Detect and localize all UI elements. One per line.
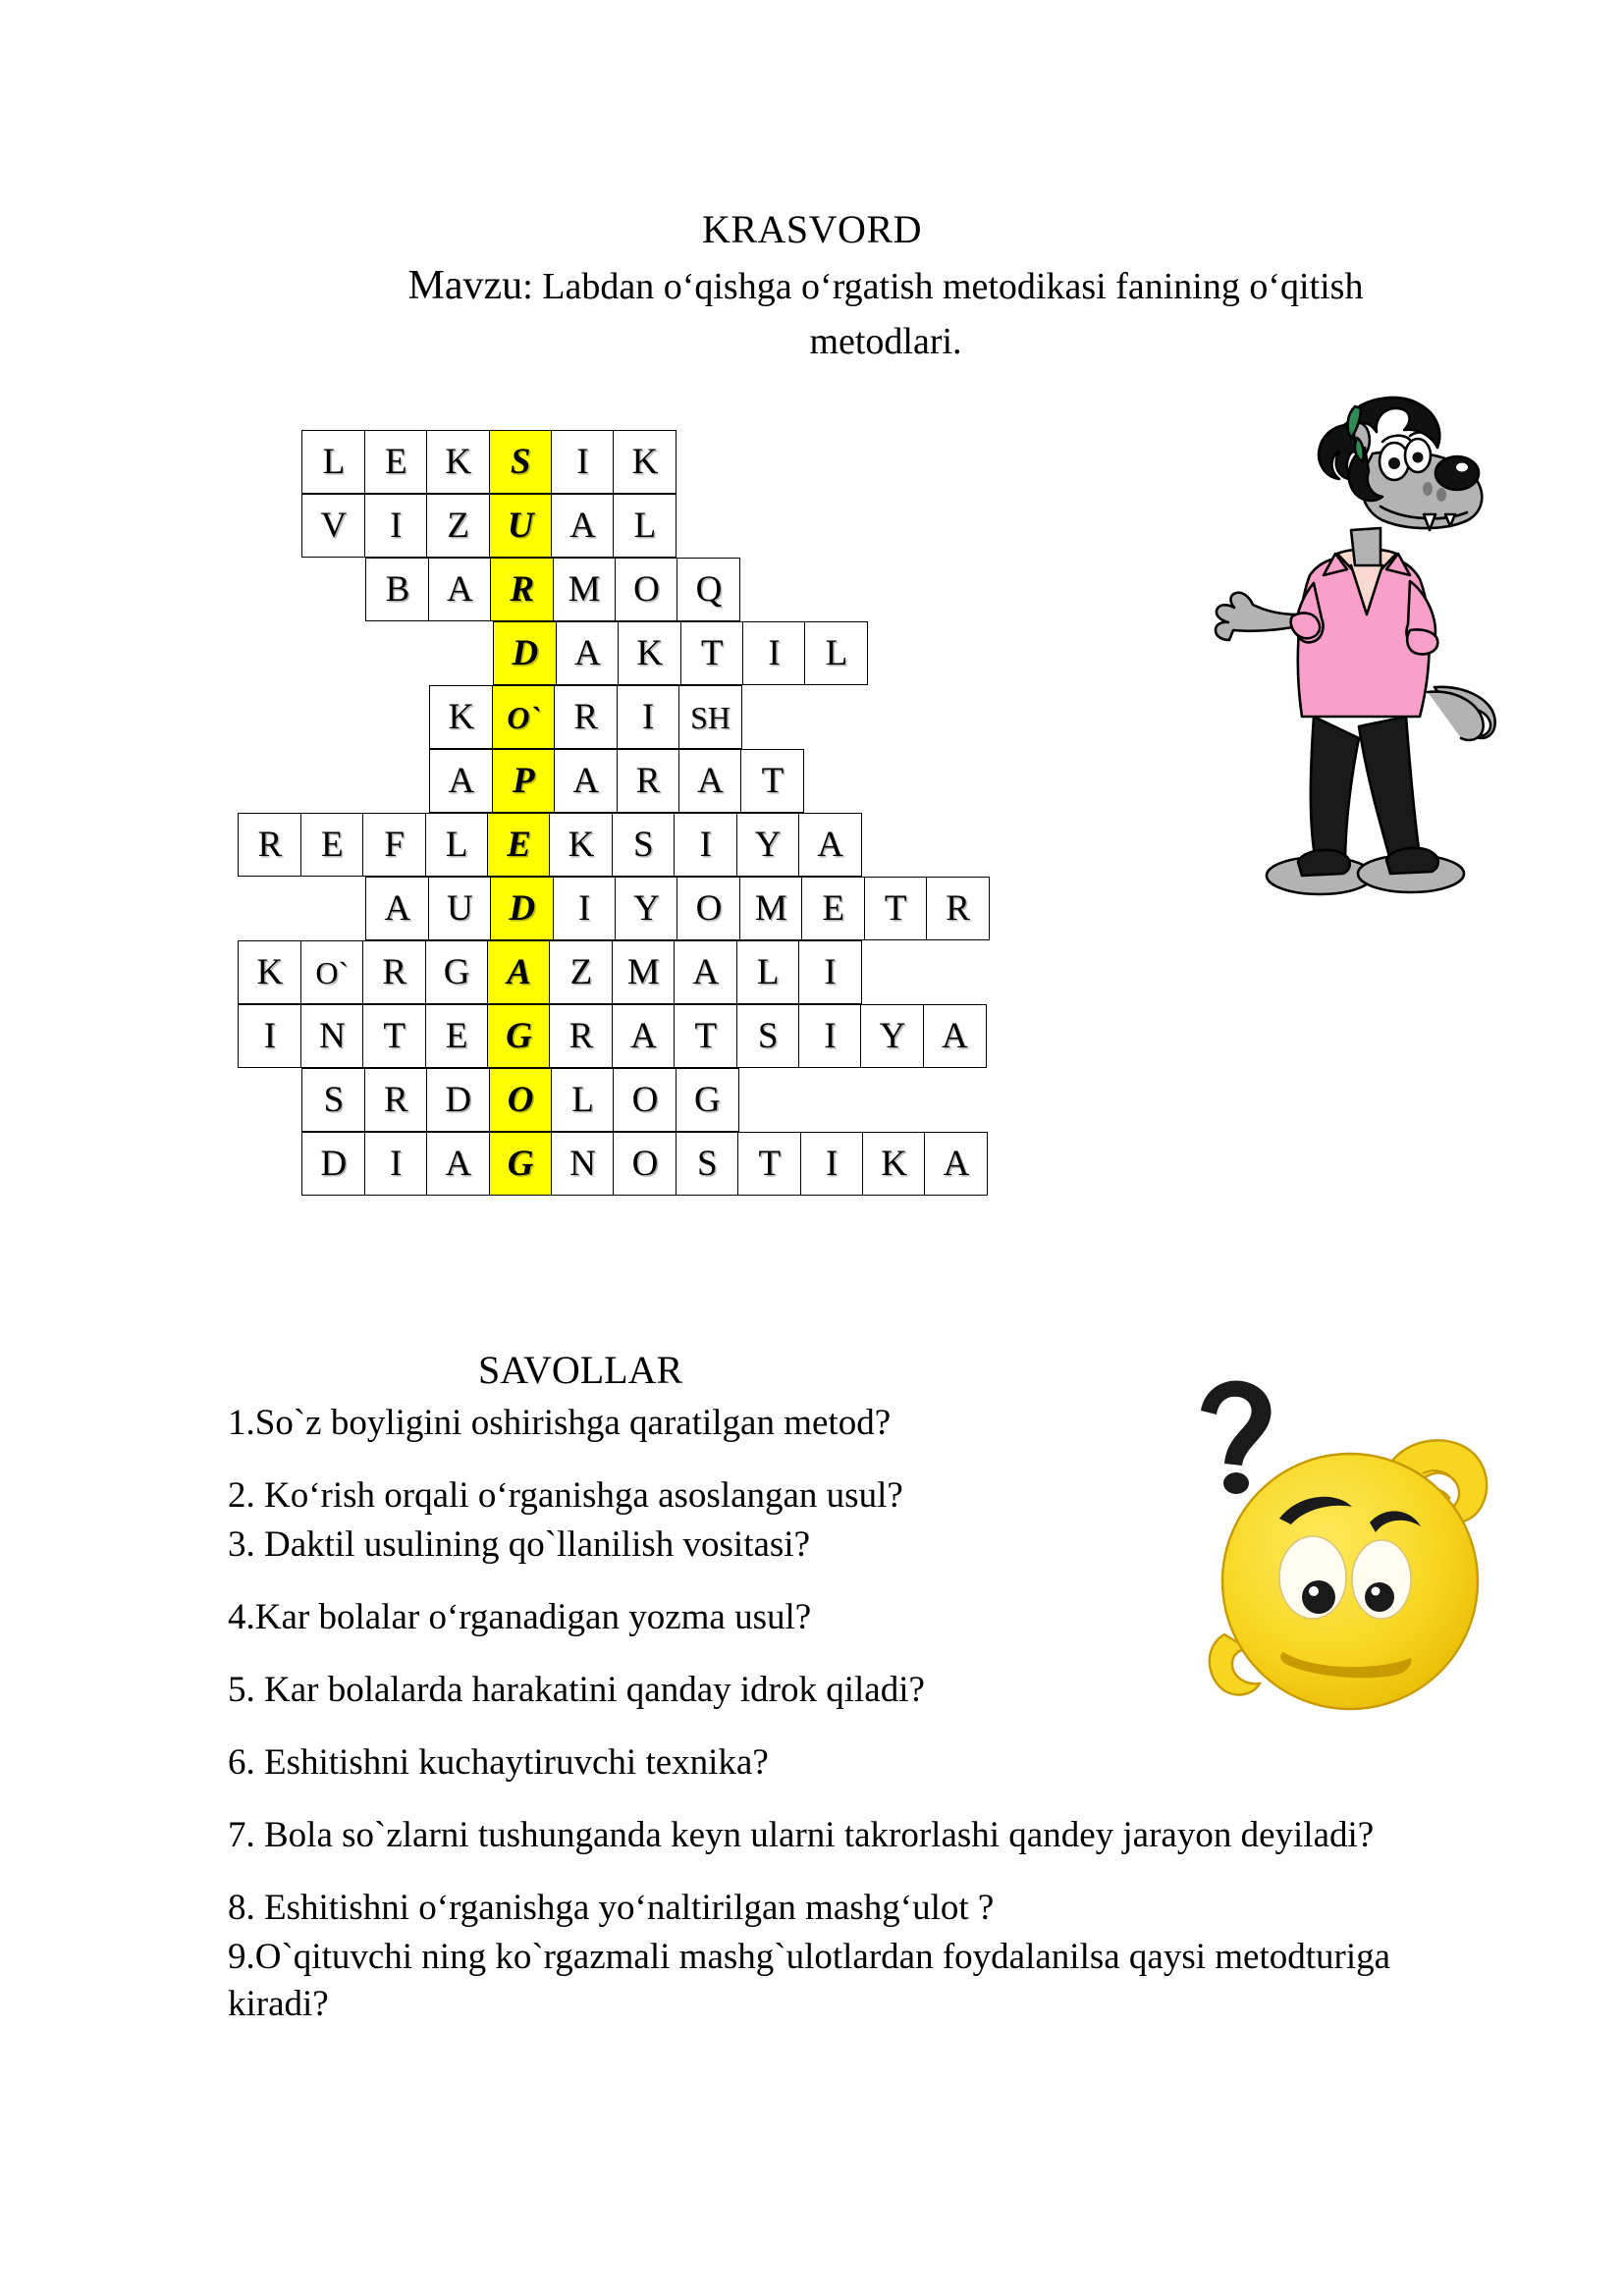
crossword-grid — [240, 432, 990, 1198]
crossword-cell[interactable]: K — [426, 430, 490, 494]
crossword-cell[interactable]: T — [737, 1132, 801, 1196]
crossword-cell[interactable]: T — [864, 877, 928, 940]
crossword-cell[interactable]: R — [364, 1068, 428, 1132]
cartoon-wolf-illustration — [1208, 393, 1542, 982]
crossword-cell[interactable]: I — [553, 877, 617, 940]
crossword-cell[interactable]: I — [364, 494, 428, 558]
crossword-cell[interactable]: R — [362, 940, 426, 1004]
question-item-5: 5. Kar bolalarda harakatini qanday idrok qiladi? — [228, 1670, 925, 1710]
crossword-cell[interactable]: L — [551, 1068, 615, 1132]
crossword-empty-cell — [240, 685, 303, 749]
crossword-cell[interactable]: L — [425, 813, 489, 877]
crossword-row — [240, 1006, 990, 1070]
crossword-cell[interactable]: K — [238, 940, 301, 1004]
crossword-cell[interactable]: K — [429, 685, 493, 749]
crossword-cell[interactable]: L — [736, 940, 800, 1004]
crossword-cell[interactable]: I — [798, 1004, 862, 1068]
crossword-cell[interactable]: I — [551, 430, 615, 494]
crossword-cell[interactable]: F — [362, 813, 426, 877]
crossword-cell[interactable]: I — [617, 685, 680, 749]
crossword-cell[interactable]: M — [553, 558, 617, 621]
question-item-6: 6. Eshitishni kuchaytiruvchi texnika? — [228, 1742, 769, 1783]
crossword-cell[interactable]: Y — [736, 813, 800, 877]
crossword-cell[interactable]: I — [800, 1132, 864, 1196]
crossword-row — [240, 432, 990, 496]
crossword-row — [240, 623, 990, 687]
crossword-row — [240, 1134, 990, 1198]
question-item-8: 8. Eshitishni o‘rganishga yo‘naltirilgan mashg‘ulot ? — [228, 1888, 995, 1928]
question-item-2: 2. Ko‘rish orqali o‘rganishga asoslangan usul? — [228, 1475, 903, 1516]
crossword-empty-cell — [303, 877, 367, 940]
crossword-cell[interactable]: R — [238, 813, 301, 877]
crossword-empty-cell — [303, 621, 367, 685]
crossword-cell[interactable]: A — [365, 877, 429, 940]
crossword-cell[interactable]: A — [678, 749, 742, 813]
crossword-cell[interactable]: G — [676, 1068, 739, 1132]
crossword-row — [240, 560, 990, 623]
crossword-cell[interactable]: A — [674, 940, 737, 1004]
crossword-cell[interactable]: Q — [677, 558, 740, 621]
crossword-cell[interactable]: I — [238, 1004, 301, 1068]
crossword-cell[interactable]: G — [425, 940, 489, 1004]
crossword-cell[interactable]: SH — [678, 685, 742, 749]
crossword-key-cell[interactable]: U — [489, 494, 553, 558]
crossword-empty-cell — [367, 749, 431, 813]
crossword-cell[interactable]: S — [676, 1132, 739, 1196]
crossword-cell[interactable]: B — [365, 558, 429, 621]
crossword-cell[interactable]: A — [554, 749, 618, 813]
crossword-cell[interactable]: E — [425, 1004, 489, 1068]
crossword-empty-cell — [367, 685, 431, 749]
crossword-cell[interactable]: O — [677, 877, 740, 940]
question-item-4: 4.Kar bolalar o‘rganadigan yozma usul? — [228, 1597, 812, 1637]
crossword-cell[interactable]: E — [300, 813, 364, 877]
crossword-cell[interactable]: T — [680, 621, 744, 685]
crossword-key-cell[interactable]: E — [487, 813, 551, 877]
crossword-cell[interactable]: N — [300, 1004, 364, 1068]
crossword-cell[interactable]: M — [739, 877, 803, 940]
crossword-cell[interactable]: A — [428, 558, 492, 621]
crossword-key-cell[interactable]: O — [489, 1068, 553, 1132]
crossword-empty-cell — [240, 1132, 303, 1196]
crossword-key-cell[interactable]: G — [487, 1004, 551, 1068]
subtitle-rest: : Labdan o‘qishga o‘rgatish metodikasi fanining o‘qitish metodlari. — [522, 266, 1364, 362]
question-item-7: 7. Bola so`zlarni tushunganda keyn ularni takrorlashi qandey jarayon deyiladi? — [228, 1815, 1375, 1855]
crossword-empty-cell — [367, 621, 431, 685]
crossword-row — [240, 496, 990, 560]
crossword-cell[interactable]: S — [612, 813, 676, 877]
question-item-1: 1.So`z boyligini oshirishga qaratilgan metod? — [228, 1403, 892, 1443]
crossword-cell[interactable]: E — [801, 877, 865, 940]
crossword-cell[interactable]: O — [615, 558, 678, 621]
crossword-cell[interactable]: L — [613, 494, 677, 558]
crossword-cell[interactable]: I — [742, 621, 806, 685]
crossword-cell[interactable]: O` — [300, 940, 364, 1004]
crossword-empty-cell — [240, 621, 303, 685]
crossword-cell[interactable]: D — [426, 1068, 490, 1132]
crossword-cell[interactable]: K — [613, 430, 677, 494]
crossword-cell[interactable]: E — [364, 430, 428, 494]
crossword-cell[interactable]: Y — [615, 877, 678, 940]
crossword-cell[interactable]: T — [362, 1004, 426, 1068]
crossword-cell[interactable]: K — [549, 813, 613, 877]
question-item-9: 9.O`qituvchi ning ko`rgazmali mashg`ulotlardan foydalanilsa qaysi metodturiga kiradi? — [228, 1937, 1391, 2024]
crossword-row — [240, 687, 990, 751]
questions-heading: SAVOLLAR — [478, 1348, 683, 1392]
crossword-cell[interactable]: I — [364, 1132, 428, 1196]
crossword-cell[interactable]: A — [798, 813, 862, 877]
crossword-cell[interactable]: A — [426, 1132, 490, 1196]
subtitle-lead: Mavzu — [407, 263, 523, 308]
crossword-cell[interactable]: M — [612, 940, 676, 1004]
thinking-face-emoji — [1183, 1369, 1517, 1723]
crossword-row — [240, 815, 990, 879]
crossword-row — [240, 751, 990, 815]
crossword-cell[interactable]: Z — [549, 940, 613, 1004]
crossword-row — [240, 879, 990, 942]
crossword-empty-cell — [303, 749, 367, 813]
crossword-cell[interactable]: R — [554, 685, 618, 749]
title-block — [0, 201, 1624, 369]
crossword-key-cell[interactable]: A — [487, 940, 551, 1004]
crossword-key-cell[interactable]: G — [489, 1132, 553, 1196]
crossword-cell[interactable]: A — [556, 621, 620, 685]
crossword-cell[interactable]: T — [674, 1004, 737, 1068]
crossword-cell[interactable]: T — [740, 749, 804, 813]
crossword-key-cell[interactable]: D — [493, 621, 557, 685]
crossword-cell[interactable]: N — [551, 1132, 615, 1196]
crossword-row — [240, 1070, 990, 1134]
crossword-cell[interactable]: R — [926, 877, 990, 940]
crossword-empty-cell — [240, 749, 303, 813]
crossword-cell[interactable]: S — [301, 1068, 365, 1132]
crossword-key-cell[interactable]: P — [492, 749, 556, 813]
crossword-cell[interactable]: K — [618, 621, 681, 685]
crossword-cell[interactable]: U — [428, 877, 492, 940]
page-title: KRASVORD — [701, 207, 923, 251]
crossword-key-cell[interactable]: D — [490, 877, 554, 940]
crossword-empty-cell — [240, 494, 303, 558]
crossword-cell[interactable]: V — [301, 494, 365, 558]
crossword-cell[interactable]: A — [551, 494, 615, 558]
crossword-cell[interactable]: S — [736, 1004, 800, 1068]
crossword-cell[interactable]: I — [674, 813, 737, 877]
crossword-key-cell[interactable]: S — [489, 430, 553, 494]
crossword-cell[interactable]: Y — [860, 1004, 924, 1068]
crossword-key-cell[interactable]: R — [490, 558, 554, 621]
crossword-cell[interactable]: O — [613, 1132, 677, 1196]
crossword-cell[interactable]: A — [612, 1004, 676, 1068]
crossword-empty-cell — [240, 558, 303, 621]
crossword-key-cell[interactable]: O` — [492, 685, 556, 749]
crossword-empty-cell — [240, 1068, 303, 1132]
page-subtitle — [257, 258, 1367, 369]
crossword-row — [240, 942, 990, 1006]
crossword-empty-cell — [303, 685, 367, 749]
crossword-cell[interactable]: R — [617, 749, 680, 813]
crossword-empty-cell — [431, 621, 495, 685]
crossword-cell[interactable]: D — [301, 1132, 365, 1196]
crossword-cell[interactable]: L — [301, 430, 365, 494]
crossword-cell[interactable]: K — [862, 1132, 926, 1196]
question-item-3: 3. Daktil usulining qo`llanilish vositasi? — [228, 1524, 810, 1565]
crossword-cell[interactable]: A — [923, 1004, 987, 1068]
crossword-cell[interactable]: L — [804, 621, 868, 685]
crossword-cell[interactable]: A — [429, 749, 493, 813]
crossword-cell[interactable]: I — [798, 940, 862, 1004]
crossword-empty-cell — [240, 877, 303, 940]
crossword-cell[interactable]: O — [613, 1068, 677, 1132]
crossword-cell[interactable]: Z — [426, 494, 490, 558]
crossword-empty-cell — [240, 430, 303, 494]
crossword-empty-cell — [303, 558, 367, 621]
crossword-cell[interactable]: R — [549, 1004, 613, 1068]
crossword-cell[interactable]: A — [924, 1132, 988, 1196]
